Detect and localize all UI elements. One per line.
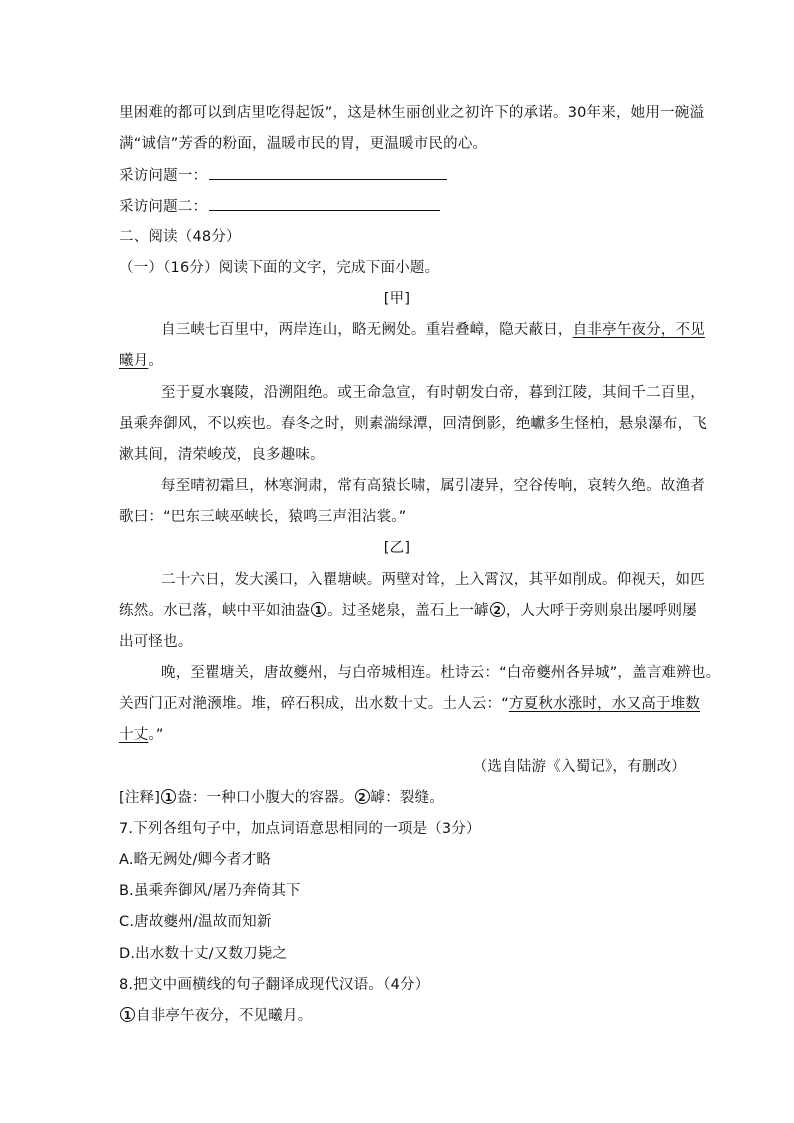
yi-underlined-sentence-b: 十丈 — [119, 727, 149, 743]
passage-yi-heading: [乙] — [383, 540, 411, 556]
jia-underlined-sentence-a: 自非亭午夜分，不见 — [572, 322, 705, 338]
jia-p3-line-2: 歌曰：“巴东三峡巫峡长，猿鸣三声泪沾裳。” — [119, 509, 407, 525]
part-1-title: （一）（16分）阅读下面的文字，完成下面小题。 — [119, 260, 440, 276]
interview-question-1-label: 采访问题一： — [119, 168, 208, 184]
question-8-item-1 — [119, 1006, 312, 1026]
yi-p1-line-2 — [119, 601, 697, 621]
intro-line-1: 里困难的都可以到店里吃得起饭”，这是林生丽创业之初许下的承诺。30年来，她用一碗溢 — [119, 105, 705, 121]
jia-p1a-text: 自三峡七百里中，两岸连山，略无阙处。重岩叠嶂，隐天蔽日， — [161, 322, 573, 338]
yi-p1b-text-1: 练然。水已落，峡中平如油盎 — [119, 603, 311, 619]
question-7-option-c[interactable]: C.唐故夔州/温故而知新 — [119, 914, 272, 930]
yi-p2-line-2 — [119, 694, 700, 714]
interview-question-2-label: 采访问题二： — [119, 199, 208, 215]
question-7-stem: 7.下列各组句子中，加点词语意思相同的一项是（3分） — [119, 821, 481, 837]
note-1-marker: 1 — [311, 602, 326, 617]
yi-p1b-text-2: 。过圣姥泉，盖石上一罅 — [327, 603, 489, 619]
passage-jia-heading: [甲] — [383, 291, 411, 307]
annotation-2-marker: 2 — [355, 789, 370, 804]
yi-p1b-text-3: ，人大呼于旁则泉出屡呼则屡 — [505, 603, 697, 619]
annotations — [119, 788, 444, 808]
question-7-option-a[interactable]: A.略无阙处/卿今者才略 — [119, 852, 272, 868]
jia-underlined-sentence-b: 曦月 — [119, 353, 149, 369]
jia-p2-line-2: 虽乘奔御风，不以疾也。春冬之时，则素湍绿潭，回清倒影，绝巘多生怪柏，悬泉瀑布，飞 — [119, 416, 707, 432]
yi-p2-line-1: 晚，至瞿塘关，唐故夔州，与白帝城相连。杜诗云：“白帝夔州各异城”，盖言难辨也。 — [161, 665, 721, 681]
note-2-marker: 2 — [490, 602, 505, 617]
passage-source: （选自陆游《入蜀记》，有删改） — [472, 759, 686, 775]
intro-line-2: 满“诚信”芳香的粉面，温暖市民的胃，更温暖市民的心。 — [119, 136, 488, 152]
question-8-item-1-text: 自非亭午夜分，不见曦月。 — [136, 1008, 313, 1024]
annotation-1-marker: 1 — [161, 789, 176, 804]
question-7-option-b[interactable]: B.虽乘奔御风/屠乃奔倚其下 — [119, 883, 301, 899]
annotation-label: [注释] — [119, 790, 161, 806]
annotation-2-text: 罅：裂缝。 — [370, 790, 445, 806]
yi-p2c-text: 。” — [148, 727, 164, 743]
jia-p2-line-1: 至于夏水襄陵，沿溯阻绝。或王命急宣，有时朝发白帝，暮到江陵，其间千二百里， — [161, 385, 705, 401]
yi-p1-line-3: 出可怪也。 — [119, 634, 193, 650]
jia-p1-line-2 — [119, 351, 163, 371]
answer-blank-1[interactable] — [209, 165, 447, 180]
yi-p1-line-1: 二十六日，发大溪口，入瞿塘峡。两壁对耸，上入霄汉，其平如削成。仰视天，如匹 — [161, 572, 705, 588]
section-2-title: 二、阅读（48分） — [119, 229, 241, 245]
question-8-item-1-marker: 1 — [120, 1007, 135, 1022]
jia-p3-line-1: 每至晴初霜旦，林寒涧肃，常有高猿长啸，属引凄异，空谷传响，哀转久绝。故渔者 — [161, 478, 705, 494]
interview-question-2 — [119, 196, 440, 217]
jia-p1b-text: 。 — [148, 353, 164, 369]
yi-underlined-sentence-a: 方夏秋水涨时，水又高于堆数 — [508, 696, 701, 712]
yi-p2-line-3 — [119, 725, 164, 745]
annotation-1-text: 盎：一种口小腹大的容器。 — [177, 790, 354, 806]
interview-question-1 — [119, 165, 447, 186]
yi-p2b-text: 关西门正对滟滪堆。堆，碎石积成，出水数十丈。土人云：“ — [119, 696, 509, 712]
answer-blank-2[interactable] — [209, 196, 440, 211]
question-7-option-d[interactable]: D.出水数十丈/又数刀毙之 — [119, 946, 288, 962]
jia-p2-line-3: 漱其间，清荣峻茂，良多趣味。 — [119, 447, 325, 463]
question-8-stem: 8.把文中画横线的句子翻译成现代汉语。（4分） — [119, 977, 430, 993]
jia-p1-line-1 — [161, 320, 705, 340]
